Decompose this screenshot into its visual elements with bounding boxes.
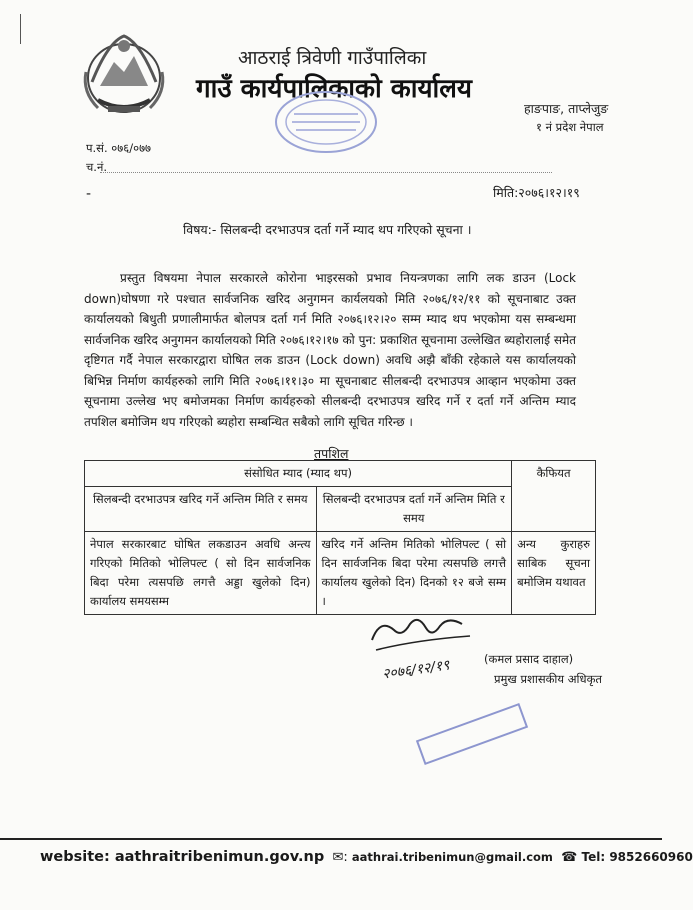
footer-tel: Tel: 9852660960	[581, 850, 693, 864]
schedule-table	[84, 460, 596, 615]
signatory-title: प्रमुख प्रशासकीय अधिकृत	[494, 672, 602, 686]
location-line1: हाङपाङ, ताप्लेजुङ	[524, 101, 609, 116]
footer-website: website: aathraitribenimun.gov.np	[40, 849, 325, 865]
table-row	[85, 532, 596, 615]
org-name-line1: आठराई त्रिवेणी गाउँपालिका	[238, 47, 427, 69]
col1-value-cell: नेपाल सरकारबाट घोषित लकडाउन अवधि अन्त्य गरिएको मितिको भोलिपल्ट ( सो दिन सार्वजनिक बिदा परेमा त्यसपछि लगत्तै अड्डा खुलेको दिन) कार्यालय समयसम्म	[85, 532, 317, 615]
dispatch-number: च.नं.	[86, 160, 107, 174]
schedule-title: तपशिल	[314, 446, 349, 461]
group-header-cell: संसोधित म्याद (म्याद थप)	[85, 461, 512, 487]
footer-divider	[0, 838, 662, 840]
col2-value-cell: खरिद गर्ने अन्तिम मितिको भोलिपल्ट ( सो दिन सार्वजनिक बिदा परेमा त्यसपछि लगत्तै कार्यालय खुलेको दिन) दिनको १२ बजे सम्म ।	[316, 532, 512, 615]
table-row	[85, 461, 596, 487]
margin-mark	[20, 14, 21, 44]
footer	[40, 849, 693, 865]
subject-line: विषय:- सिलबन्दी दरभाउपत्र दर्ता गर्ने म्याद थप गरिएको सूचना ।	[183, 222, 472, 237]
header-divider	[100, 172, 552, 173]
remarks-header-cell: कैफियत	[512, 461, 596, 532]
handwritten-date: २०७६/१२/१९	[381, 657, 451, 683]
dash-mark: -	[86, 186, 92, 202]
designation-stamp-icon	[412, 708, 532, 760]
remarks-value-cell: अन्य कुराहरु साबिक सूचना बमोजिम यथावत	[512, 532, 596, 615]
nepal-emblem-icon	[78, 22, 170, 122]
phone-icon: ☎	[561, 850, 578, 865]
body-text: प्रस्तुत विषयमा नेपाल सरकारले कोरोना भाइरसको प्रभाव नियन्त्रणका लागि लक डाउन (Lock down)घोषणा गरे पश्चात सार्वजनिक खरिद अनुगमन कार्यलयको मिति २०७६/१२/११ को सूचनाबाट उक्त कार्यालयको बिधुती प्रणालीमार्फत बोलपत्र दर्ता गर्न मिति २०७६।१२।२० सम्म म्याद थप भएकोमा यस सम्बन्धमा सार्वजनिक खरिद अनुगमन कार्यालयको मिति २०७६।१२।१७ को पुन: प्रकाशित सूचनामा उल्लेखित ब्यहोरालाई समेत दृष्टिगत गर्दै नेपाल सरकारद्वारा घोषित लक डाउन (Lock down) अवधि अझै बाँकी रहेकाले यस कार्यालयको बिभिन्न निर्माण कार्यहरुको लागि मिति २०७६।११।३० मा सूचनाबाट सीलबन्दी दरभाउपत्र आव्हान भएकोमा उक्त सूचनामा उल्लेख भए बमोजमका निर्माण कार्यहरुको सीलबन्दी दरभाउपत्र खरिद गर्ने र दर्ता गर्ने अन्तिम म्याद तपशिल बमोजिम थप गरिएको ब्यहोरा सम्बन्धित सबैको लागि सूचित गरिन्छ ।	[84, 271, 576, 429]
office-stamp-icon	[272, 88, 380, 156]
signatory-name: (कमल प्रसाद दाहाल)	[484, 652, 574, 666]
letter-date: मिति:२०७६।१२।१९	[493, 185, 580, 200]
location-line2: १ नं प्रदेश नेपाल	[536, 120, 604, 134]
col1-header-cell: सिलबन्दी दरभाउपत्र खरिद गर्ने अन्तिम मिति र समय	[85, 487, 317, 532]
body-paragraph	[84, 268, 576, 432]
col2-header-cell: सिलबन्दी दरभाउपत्र दर्ता गर्ने अन्तिम मिति र समय	[316, 487, 512, 532]
org-name-line2: गाउँ कार्यपालिकाको कार्यालय	[196, 74, 472, 104]
email-icon: ✉:	[332, 850, 348, 865]
footer-email: aathrai.tribenimun@gmail.com	[351, 850, 553, 864]
reference-number: प.सं. ०७६/०७७	[86, 141, 152, 155]
signature-scrawl-icon	[366, 610, 476, 660]
